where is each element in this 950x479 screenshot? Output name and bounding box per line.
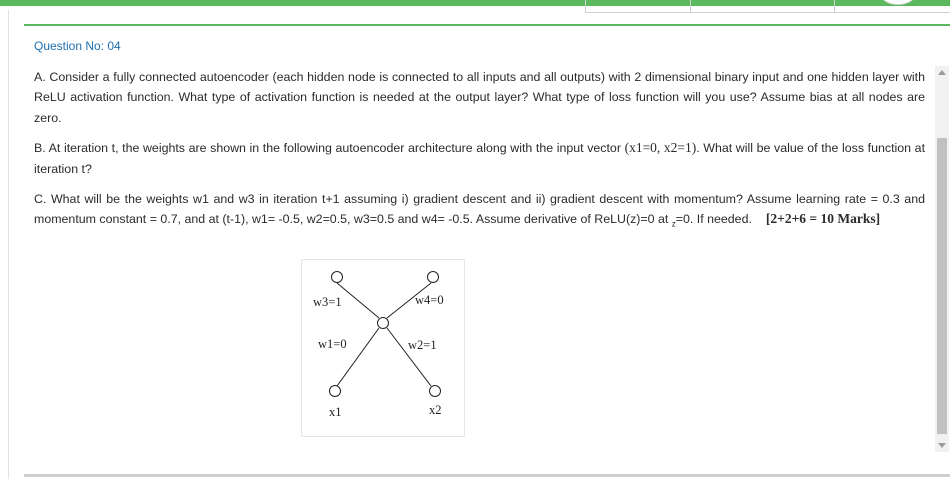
question-part-c <box>34 189 925 235</box>
vertical-scrollbar[interactable] <box>935 66 949 452</box>
edge-w3 <box>337 283 379 318</box>
tab-separator <box>585 0 586 12</box>
part-b-tail: . What will be value of the loss function at iteration t? <box>34 141 926 176</box>
label-x2: x2 <box>429 403 442 417</box>
tab-separator <box>834 0 835 12</box>
hidden-node <box>378 318 389 329</box>
edge-w2 <box>387 328 431 386</box>
scroll-up-arrow-icon[interactable] <box>938 70 946 75</box>
part-b-input-vector: (x1=0, x2=1) <box>624 140 697 156</box>
part-c-text: C. What will be the weights w1 and w3 in iteration t+1 assuming i) gradient descent and ii) gradient descent with momentum? Assume learning rate = 0.3 and momentum constant = 0.7, and at (t-1), w1= -0.5, w2=0.5, w3=0.5 and w4= -0.5. Assume derivative of ReLU(z)=0 at <box>34 192 925 227</box>
output-node-1 <box>332 272 343 283</box>
question-separator <box>24 24 950 26</box>
autoencoder-diagram <box>301 259 465 437</box>
label-w1: w1=0 <box>318 337 347 351</box>
tab-separator <box>690 0 691 12</box>
part-b-text: B. At iteration t, the weights are shown in the following autoencoder architecture along with the input vector <box>34 141 621 156</box>
question-part-a: A. Consider a fully connected autoencoder (each hidden node is connected to all inputs and all outputs) with 2 dimensional binary input and one hidden layer with ReLU activation function. What type of activation function is needed at the output layer? What type of loss function will you use? Assume bias at all nodes are zero. <box>34 70 925 125</box>
label-w3: w3=1 <box>313 295 342 309</box>
output-node-2 <box>428 272 439 283</box>
marks-label: [2+2+6 = 10 Marks] <box>765 211 881 227</box>
bottom-rule <box>24 474 950 477</box>
label-x1: x1 <box>329 405 342 419</box>
input-node-x1 <box>330 386 341 397</box>
autoencoder-diagram-svg <box>302 260 464 436</box>
content-left-border <box>8 10 9 479</box>
label-w2: w2=1 <box>408 338 437 352</box>
scroll-down-arrow-icon[interactable] <box>938 443 946 448</box>
question-part-b <box>34 138 925 179</box>
input-node-x2 <box>430 386 441 397</box>
part-c-subscript: z <box>671 219 676 229</box>
scrollbar-thumb[interactable] <box>937 138 947 434</box>
label-w4: w4=0 <box>415 293 444 307</box>
question-number: Question No: 04 <box>34 39 121 53</box>
part-c-tail: =0. If needed. <box>675 212 752 227</box>
question-body <box>34 67 925 245</box>
